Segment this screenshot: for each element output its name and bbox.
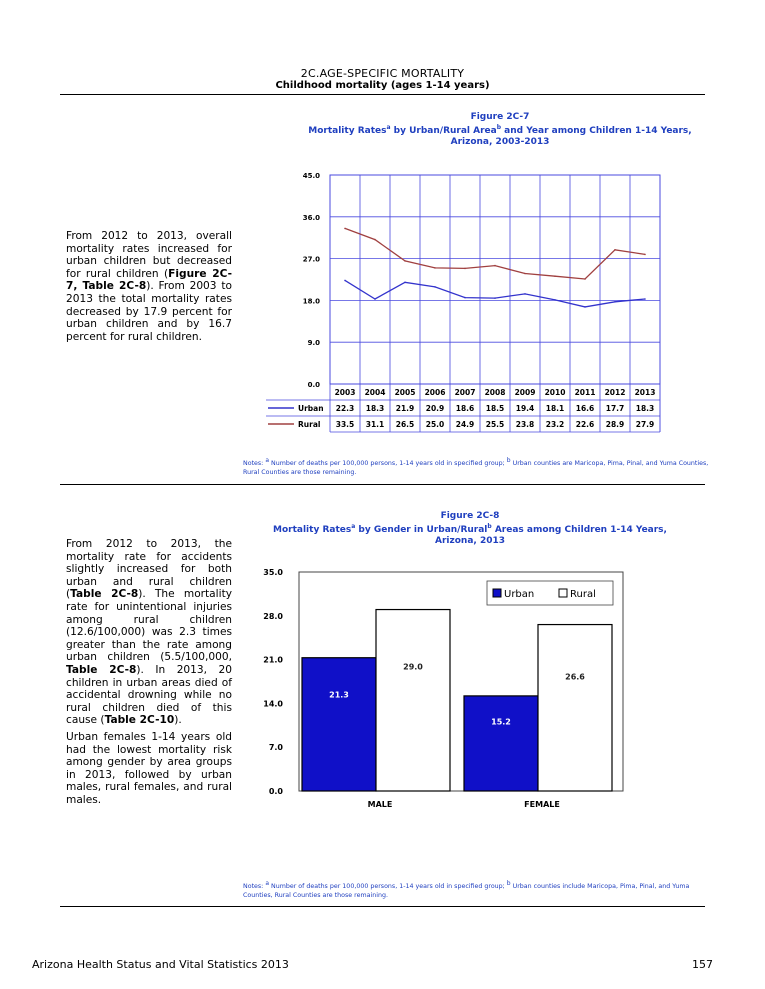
data-table-value: 22.6 (575, 420, 595, 429)
figure1-notes-a: Notes: (243, 460, 266, 468)
figure1-caption-sup-a: a (386, 124, 391, 131)
bar-chart-y-tick: 21.0 (263, 655, 283, 665)
line-point-urban (524, 293, 526, 295)
data-table-value: 25.5 (485, 420, 505, 429)
figure1-notes-sup-b: b (506, 457, 511, 464)
figure1-caption (240, 122, 760, 148)
paragraph-3: Urban females 1-14 years old had the lowest mortality risk among gender by area groups in 2013, followed by urban males, rural females, and rural males. (66, 731, 232, 806)
line-chart-grid (330, 175, 660, 384)
bar-rural-female (538, 625, 612, 791)
figure2-caption-line2: Arizona, 2013 (435, 536, 505, 546)
data-table-year: 2013 (634, 388, 656, 397)
paragraph-1-end: ). From 2003 to 2013 the total mortality rates decreased by 17.9 percent for urban children and by 16.7 percent for rural children. (66, 280, 232, 343)
data-table-year: 2003 (334, 388, 356, 397)
data-table-year: 2005 (394, 388, 416, 397)
line-point-rural (524, 273, 526, 275)
data-table-value: 27.9 (635, 420, 655, 429)
legend-label-urban: Urban (504, 589, 535, 600)
bar-chart-y-tick: 7.0 (268, 743, 283, 753)
data-table-value: 22.3 (335, 404, 355, 413)
data-table-value: 33.5 (335, 420, 355, 429)
legend-label-rural: Rural (570, 589, 596, 600)
bar-urban-female (464, 696, 538, 791)
line-point-urban (434, 286, 436, 288)
line-point-rural (404, 260, 406, 262)
data-table-year: 2011 (574, 388, 596, 397)
paragraph-1 (66, 230, 232, 343)
line-chart-y-tick: 9.0 (307, 339, 320, 348)
data-table-year: 2006 (424, 388, 446, 397)
line-point-urban (404, 282, 406, 284)
figure2-notes-b: Number of deaths per 100,000 persons, 1-14 years old in specified group; (269, 883, 507, 891)
line-chart-y-ticks (303, 172, 320, 389)
data-table-value: 18.5 (485, 404, 505, 413)
figure2-number: Figure 2C-8 (440, 511, 500, 521)
bar-chart-y-ticks (263, 568, 283, 796)
line-chart-y-tick: 0.0 (307, 381, 320, 389)
data-table-year: 2012 (604, 388, 626, 397)
paragraph-2-text-c: ). The mortality rate for unintentional injuries among rural children (12.6/100,000) was 2.3 times greater than the rate among urban children (5.5/100,000, (66, 588, 232, 664)
figure1-caption-line2: Arizona, 2003-2013 (450, 137, 550, 147)
line-point-rural (584, 278, 586, 280)
figure2-notes-c: Urban counties include Maricopa, Pima, Pinal, and Yuma Counties, Rural Counties are those remaining. (243, 883, 690, 899)
paragraph-2-text-d: ). In 2013, 20 children in urban areas died of accidental drowning while no rural children died of this cause ( (66, 663, 232, 727)
data-table-year: 2010 (544, 388, 566, 397)
figure1-caption-sup-b: b (496, 124, 502, 131)
bar-chart-category-female: FEMALE (524, 800, 560, 809)
figure2-caption (210, 521, 730, 547)
paragraph-2 (66, 538, 232, 727)
section-rule-1 (60, 484, 705, 485)
section-subtitle: Childhood mortality (ages 1-14 years) (275, 80, 490, 91)
bar-label-rural-male: 29.0 (403, 662, 423, 672)
data-table-year: 2004 (364, 388, 386, 397)
data-table-value: 17.7 (605, 404, 625, 413)
line-chart-y-tick: 18.0 (302, 297, 320, 306)
paragraph-1-text: From 2012 to 2013, overall mortality rates increased for urban children but decreased for rural children ( (66, 230, 232, 280)
figure1-notes-c: Urban counties are Maricopa, Pima, Pinal, and Yuma Counties, Rural Counties are those remaining. (243, 460, 709, 476)
section-rule-2 (60, 906, 705, 907)
data-table-year: 2007 (454, 388, 476, 397)
line-chart-plot-frame (330, 175, 660, 384)
bar-urban-male (302, 658, 376, 791)
paragraph-2-ref-2: Table 2C-8 (66, 663, 137, 676)
line-point-urban (644, 298, 646, 300)
data-table-value: 18.6 (455, 404, 475, 413)
data-table-value: 23.2 (545, 420, 565, 429)
data-table-value: 24.9 (455, 420, 475, 429)
data-table-year: 2008 (484, 388, 506, 397)
figure1-number: Figure 2C-7 (470, 112, 530, 122)
header-rule (60, 94, 705, 95)
bar-label-urban-female: 15.2 (491, 717, 511, 727)
bar-chart-y-tick: 28.0 (263, 611, 283, 621)
section-title: 2C.AGE-SPECIFIC MORTALITY (300, 67, 465, 80)
legend-label-rural: Rural (298, 420, 321, 429)
bar-chart (255, 560, 685, 815)
bar-chart-y-tick: 35.0 (263, 568, 283, 577)
figure2-caption-c: Areas among Children 1-14 Years, (491, 525, 667, 535)
bar-label-urban-male: 21.3 (329, 690, 349, 700)
bar-label-rural-female: 26.6 (565, 672, 585, 682)
data-table-value: 19.4 (515, 404, 535, 413)
bar-chart-y-tick: 14.0 (263, 699, 283, 709)
bar-chart-category-male: MALE (367, 800, 393, 809)
data-table-value: 16.6 (575, 404, 595, 413)
bar-rural-male (376, 610, 450, 791)
paragraph-2-text-e: ). (174, 714, 182, 727)
line-point-rural (614, 249, 616, 251)
footer-page-number: 157 (692, 958, 713, 971)
data-table-value: 25.0 (425, 420, 445, 429)
data-table-value: 21.9 (395, 404, 415, 413)
figure2-caption-sup-b: b (487, 523, 492, 530)
figure1-caption-b: by Urban/Rural Area (390, 126, 497, 136)
line-point-urban (344, 280, 346, 282)
bar-chart-y-tick: 0.0 (268, 787, 283, 796)
line-point-urban (584, 306, 586, 308)
figure2-caption-sup-a: a (351, 523, 356, 530)
line-chart-y-tick: 45.0 (302, 172, 320, 180)
figure2-notes-sup-b: b (506, 880, 511, 887)
line-point-rural (374, 239, 376, 241)
line-point-rural (554, 275, 556, 277)
legend-label-urban: Urban (298, 404, 324, 413)
data-table-year: 2009 (514, 388, 536, 397)
line-point-urban (374, 298, 376, 300)
figure1-notes-b: Number of deaths per 100,000 persons, 1-14 years old in specified group; (269, 460, 507, 468)
line-point-urban (554, 299, 556, 301)
line-point-rural (434, 267, 436, 269)
figure1-caption-c: and Year among Children 1-14 Years, (501, 126, 692, 136)
data-table-value: 31.1 (365, 420, 385, 429)
line-point-rural (644, 254, 646, 256)
data-table-value: 20.9 (425, 404, 445, 413)
data-table-value: 18.1 (545, 404, 565, 413)
data-table-value: 18.3 (635, 404, 655, 413)
paragraph-2-text-a: From 2012 to 2013, the mortality rate for accidents slightly increased for both urban and rural children ( (66, 538, 232, 601)
line-chart-data-table (266, 384, 660, 432)
paragraph-2-ref-1: Table 2C-8 (70, 588, 139, 601)
data-table-value: 18.3 (365, 404, 385, 413)
data-table-value: 28.9 (605, 420, 625, 429)
legend-swatch-rural (559, 589, 567, 597)
line-point-rural (344, 228, 346, 230)
data-table-value: 26.5 (395, 420, 415, 429)
figure1-caption-a: Mortality Rates (308, 126, 387, 136)
figure2-notes (243, 880, 713, 900)
figure2-notes-sup-a: a (265, 880, 269, 887)
bar-chart-legend (487, 581, 613, 605)
line-chart-series (344, 228, 646, 308)
line-point-rural (464, 268, 466, 270)
figure2-notes-a: Notes: (243, 883, 266, 891)
figure1-notes (243, 457, 713, 477)
paragraph-1-ref: Figure 2C-7, Table 2C-8 (66, 267, 232, 293)
line-point-urban (614, 301, 616, 303)
line-chart-y-tick: 36.0 (302, 213, 320, 222)
line-point-urban (464, 297, 466, 299)
figure2-caption-b: by Gender in Urban/Rural (355, 525, 488, 535)
line-point-rural (494, 265, 496, 267)
bar-chart-bars (302, 610, 612, 809)
paragraph-2-ref-3: Table 2C-10 (104, 714, 175, 727)
data-table-value: 23.8 (515, 420, 535, 429)
footer-publication: Arizona Health Status and Vital Statistics 2013 (32, 958, 289, 971)
line-chart (258, 165, 668, 435)
figure1-notes-sup-a: a (265, 457, 269, 464)
figure2-caption-a: Mortality Rates (273, 525, 352, 535)
line-chart-y-tick: 27.0 (302, 255, 320, 264)
legend-swatch-urban (493, 589, 501, 597)
line-point-urban (494, 297, 496, 299)
